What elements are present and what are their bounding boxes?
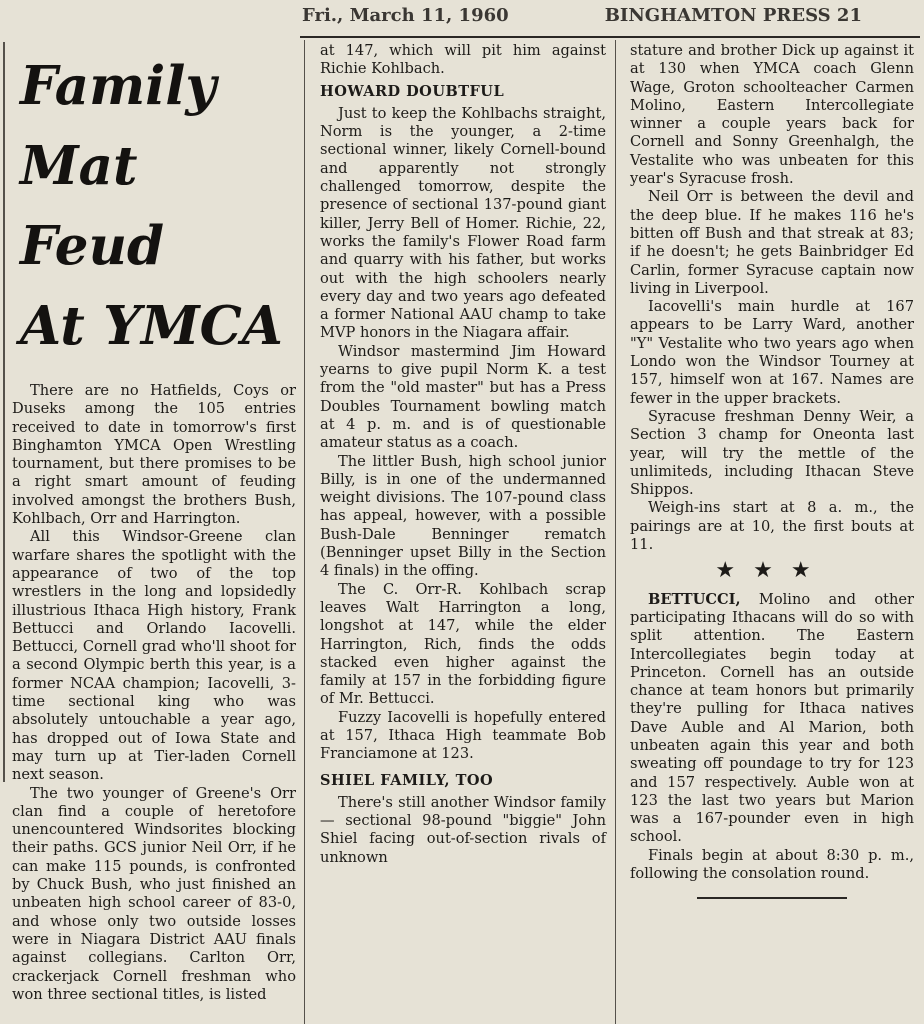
paragraph: All this Windsor-Greene clan warfare shares the spotlight with the appearance of two of the top wrestlers in the long and lopsidedly illustrious Ithaca High history, Frank Bettucci and Orlando Iacovelli. Bettucci, Cornell grad who'll shoot for a second Olympic berth this year, is a former NCAA champion; Iacovelli, 3-time sectional king who was absolutely untouchable a year ago, has dropped out of Iowa State and may turn up at Tier-laden Cornell next season. bbox=[12, 528, 296, 784]
headline-line-3: At YMCA bbox=[20, 295, 283, 357]
paragraph-continued: stature and brother Dick up against it at 130 when YMCA coach Glenn Wage, Groton schoolteacher Carmen Molino, Eastern Intercollegiate winner a couple years back for Cornell and Sonny Greenhalgh, the Vestalite who was unbeaten for this year's Syracuse frosh. bbox=[630, 42, 914, 188]
paragraph-continued: at 147, which will pit him against Richie Kohlbach. bbox=[320, 42, 606, 78]
paragraph: Windsor mastermind Jim Howard yearns to give pupil Norm K. a test from the "old master" but has a Press Doubles Tournament bowling match at 4 p. m. and is of questionable amateur status as a coach. bbox=[320, 342, 606, 452]
masthead bbox=[302, 5, 862, 31]
article-end-rule bbox=[697, 897, 847, 899]
paragraph: Finals begin at about 8:30 p. m., following the consolation round. bbox=[630, 846, 914, 883]
paragraph-text: Molino and other participating Ithacans will do so with split attention. The Eastern Intercollegiates begin today at Princeton. Cornell has an outside chance at team honors but primarily they're pulling for Ithaca natives Dave Auble and Al Marion, both unbeaten again this year and both sweating off poundage to try for 123 and 157 respectively. Auble won at 123 the last two years but Marion was a 167-pounder even in high school. bbox=[630, 590, 914, 846]
subhead-shiel-family: SHIEL FAMILY, TOO bbox=[320, 771, 494, 789]
masthead-date: Fri., March 11, 1960 bbox=[302, 5, 509, 26]
column-1 bbox=[12, 46, 296, 1004]
paragraph: The littler Bush, high school junior Billy, is in one of the undermanned weight divisions. The 107-pound class has appeal, however, with a possible Bush-Dale Benninger rematch (Benninger upset Billy in the Section 4 finals) in the offing. bbox=[320, 452, 606, 580]
paragraph: Weigh-ins start at 8 a. m., the pairings are at 10, the first bouts at 11. bbox=[630, 499, 914, 554]
lead-in-bold: BETTUCCI, bbox=[648, 590, 741, 608]
masthead-paper-name: BINGHAMTON PRESS 21 bbox=[604, 5, 862, 26]
masthead-rule bbox=[300, 36, 920, 38]
column-2 bbox=[320, 42, 606, 867]
paragraph bbox=[630, 591, 914, 847]
column-3 bbox=[630, 42, 914, 899]
paragraph: Fuzzy Iacovelli is hopefully entered at 157, Ithaca High teammate Bob Franciamone at 123. bbox=[320, 708, 606, 763]
paragraph: Neil Orr is between the devil and the deep blue. If he makes 116 he's bitten off Bush and that streak at 83; if he doesn't; he gets Bainbridger Ed Carlin, former Syracuse captain now living in Liverpool. bbox=[630, 188, 914, 297]
headline-line-1: Family bbox=[20, 55, 217, 117]
paragraph: There's still another Windsor family — sectional 98-pound "biggie" John Shiel facing out-of-section rivals of unknown bbox=[320, 793, 606, 866]
left-edge-rule bbox=[3, 42, 5, 782]
paragraph: Just to keep the Kohlbachs straight, Norm is the younger, a 2-time sectional winner, likely Cornell-bound and apparently not strongly challenged tomorrow, despite the presence of sectional 137-pound giant killer, Jerry Bell of Homer. Richie, 22, works the family's Flower Road farm and quarry with his father, but works out with the high schoolers nearly every day and two years ago defeated a former National AAU champ to take MVP honors in the Niagara affair. bbox=[320, 104, 606, 342]
section-break-stars: ★★★ bbox=[715, 558, 829, 584]
paragraph: The C. Orr-R. Kohlbach scrap leaves Walt Harrington a long, longshot at 147, while the elder Harrington, Rich, finds the odds stacked even higher against the family at 157 in the forbidding figure of Mr. Bettucci. bbox=[320, 580, 606, 708]
paragraph: Iacovelli's main hurdle at 167 appears to be Larry Ward, another "Y" Vestalite who two years ago when Londo won the Windsor Tourney at 157, himself won at 167. Names are fewer in the upper brackets. bbox=[630, 298, 914, 407]
paragraph: The two younger of Greene's Orr clan find a couple of heretofore unencountered Windsorites blocking their paths. GCS junior Neil Orr, if he can make 115 pounds, is confronted by Chuck Bush, who just finished an unbeaten high school career of 83-0, and whose only two outside losses were in Niagara District AAU finals against collegians. Carlton Orr, crackerjack Cornell freshman who won three sectional titles, is listed bbox=[12, 784, 296, 1003]
headline-line-2: Mat Feud bbox=[20, 135, 165, 277]
subhead-howard-doubtful: HOWARD DOUBTFUL bbox=[320, 82, 505, 100]
article-headline bbox=[20, 46, 296, 366]
paragraph: There are no Hatfields, Coys or Duseks among the 105 entries received to date in tomorrow's first Binghamton YMCA Open Wrestling tournament, but there promises to be a right smart amount of feuding involved amongst the brothers Bush, Kohlbach, Orr and Harrington. bbox=[12, 382, 296, 528]
paragraph: Syracuse freshman Denny Weir, a Section 3 champ for Oneonta last year, will try the mettle of the unlimiteds, including Ithacan Steve Shippos. bbox=[630, 407, 914, 499]
column-divider-2 bbox=[615, 40, 616, 1024]
column-divider-1 bbox=[304, 40, 305, 1024]
